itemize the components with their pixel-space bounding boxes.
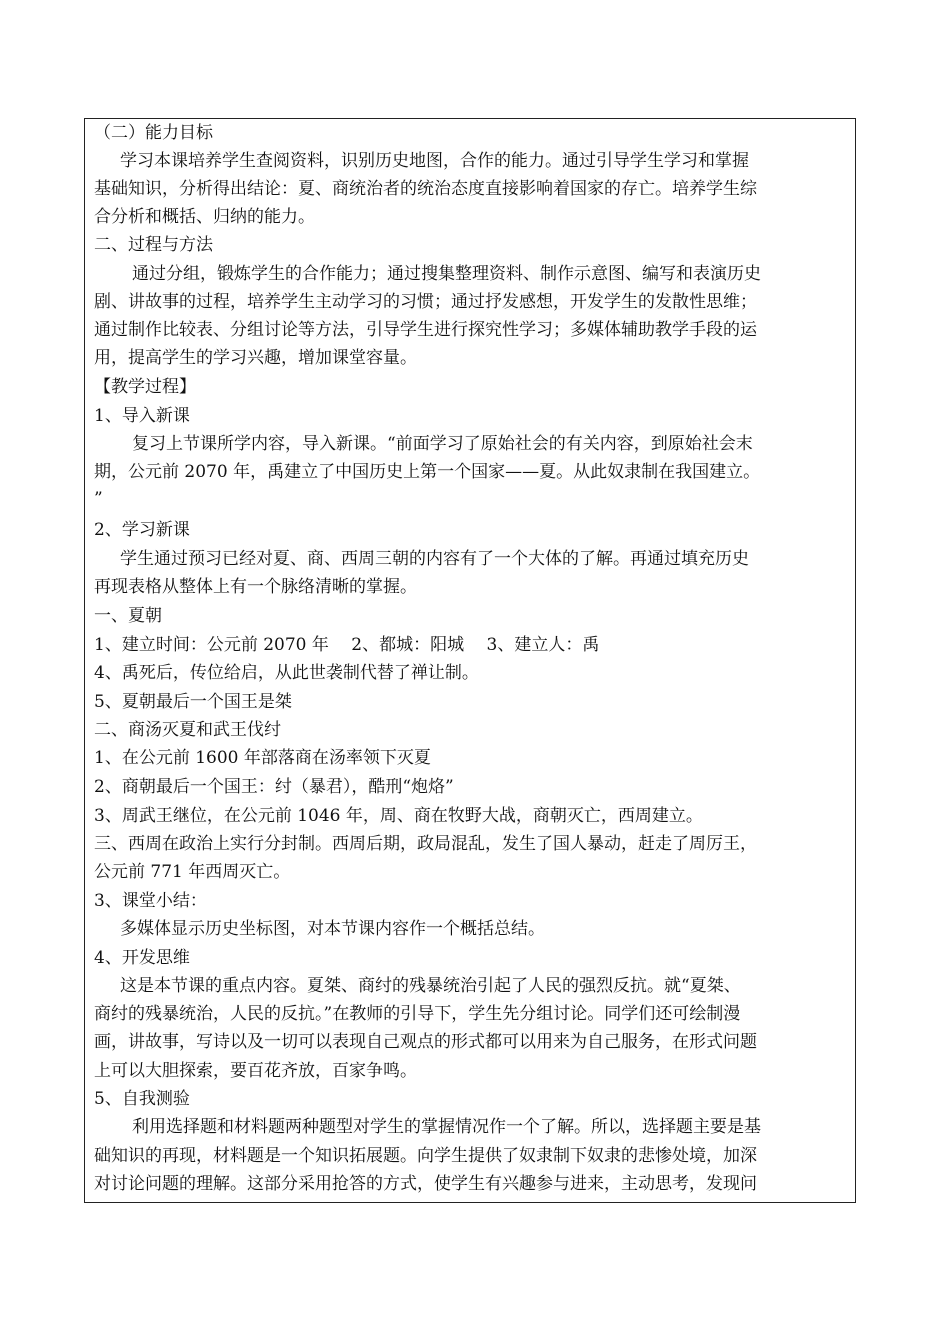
text-line: 对讨论问题的理解。这部分采用抢答的方式，使学生有兴趣参与进来，主动思考，发现问 [94,1174,757,1194]
text-line: 通过制作比较表、分组讨论等方法，引导学生进行探究性学习；多媒体辅助教学手段的运 [94,320,757,340]
text-line: 合分析和概括、归纳的能力。 [94,207,315,227]
text-line: 4、开发思维 [94,948,190,968]
text-line: 2、学习新课 [94,520,190,540]
text-line: 5、自我测验 [94,1089,190,1109]
text-line: 3、周武王继位，在公元前 1046 年，周、商在牧野大战，商朝灭亡，西周建立。 [94,806,703,826]
text-line: 这是本节课的重点内容。夏桀、商纣的残暴统治引起了人民的强烈反抗。就“夏桀、 [120,976,741,996]
text-line: 1、导入新课 [94,406,190,426]
text-line: 用，提高学生的学习兴趣，增加课堂容量。 [94,348,417,368]
text-line: 复习上节课所学内容，导入新课。“前面学习了原始社会的有关内容，到原始社会末 [132,434,753,454]
text-line: 期，公元前 2070 年，禹建立了中国历史上第一个国家——夏。从此奴隶制在我国建立。 [94,462,761,482]
text-line: 基础知识，分析得出结论：夏、商统治者的统治态度直接影响着国家的存亡。培养学生综 [94,179,757,199]
text-line: 再现表格从整体上有一个脉络清晰的掌握。 [94,577,417,597]
text-line: 学习本课培养学生查阅资料，识别历史地图，合作的能力。通过引导学生学习和掌握 [120,151,749,171]
text-line: 学生通过预习已经对夏、商、西周三朝的内容有了一个大体的了解。再通过填充历史 [120,549,749,569]
text-line: 4、禹死后，传位给启，从此世袭制代替了禅让制。 [94,663,479,683]
text-line: 通过分组，锻炼学生的合作能力；通过搜集整理资料、制作示意图、编写和表演历史 [132,264,761,284]
text-line: 商纣的残暴统治，人民的反抗。”在教师的引导下，学生先分组讨论。同学们还可绘制漫 [94,1004,741,1024]
text-line: 剧、讲故事的过程，培养学生主动学习的习惯；通过抒发感想，开发学生的发散性思维； [94,292,757,312]
text-line: 【教学过程】 [94,377,196,397]
text-line: 2、商朝最后一个国王：纣（暴君），酷刑“炮烙” [94,777,454,797]
text-line: 画，讲故事，写诗以及一切可以表现自己观点的形式都可以用来为自己服务，在形式问题 [94,1032,757,1052]
text-line: （二）能力目标 [94,123,213,143]
text-line: 二、过程与方法 [94,235,213,255]
text-line: 1、在公元前 1600 年部落商在汤率领下灭夏 [94,748,431,768]
text-line: 利用选择题和材料题两种题型对学生的掌握情况作一个了解。所以，选择题主要是基 [132,1117,761,1137]
text-line: 上可以大胆探索，要百花齐放，百家争鸣。 [94,1061,417,1081]
text-line: ” [94,489,103,509]
text-line: 二、商汤灭夏和武王伐纣 [94,720,281,740]
text-line: 公元前 771 年西周灭亡。 [94,862,291,882]
text-line: 多媒体显示历史坐标图，对本节课内容作一个概括总结。 [120,919,545,939]
text-line: 础知识的再现，材料题是一个知识拓展题。向学生提供了奴隶制下奴隶的悲惨处境，加深 [94,1146,757,1166]
text-line: 5、夏朝最后一个国王是桀 [94,692,292,712]
text-line: 3、课堂小结： [94,891,207,911]
text-line: 1、建立时间：公元前 2070 年 2、都城：阳城 3、建立人：禹 [94,635,600,655]
text-line: 三、西周在政治上实行分封制。西周后期，政局混乱，发生了国人暴动，赶走了周厉王， [94,834,757,854]
text-line: 一、夏朝 [94,606,162,626]
